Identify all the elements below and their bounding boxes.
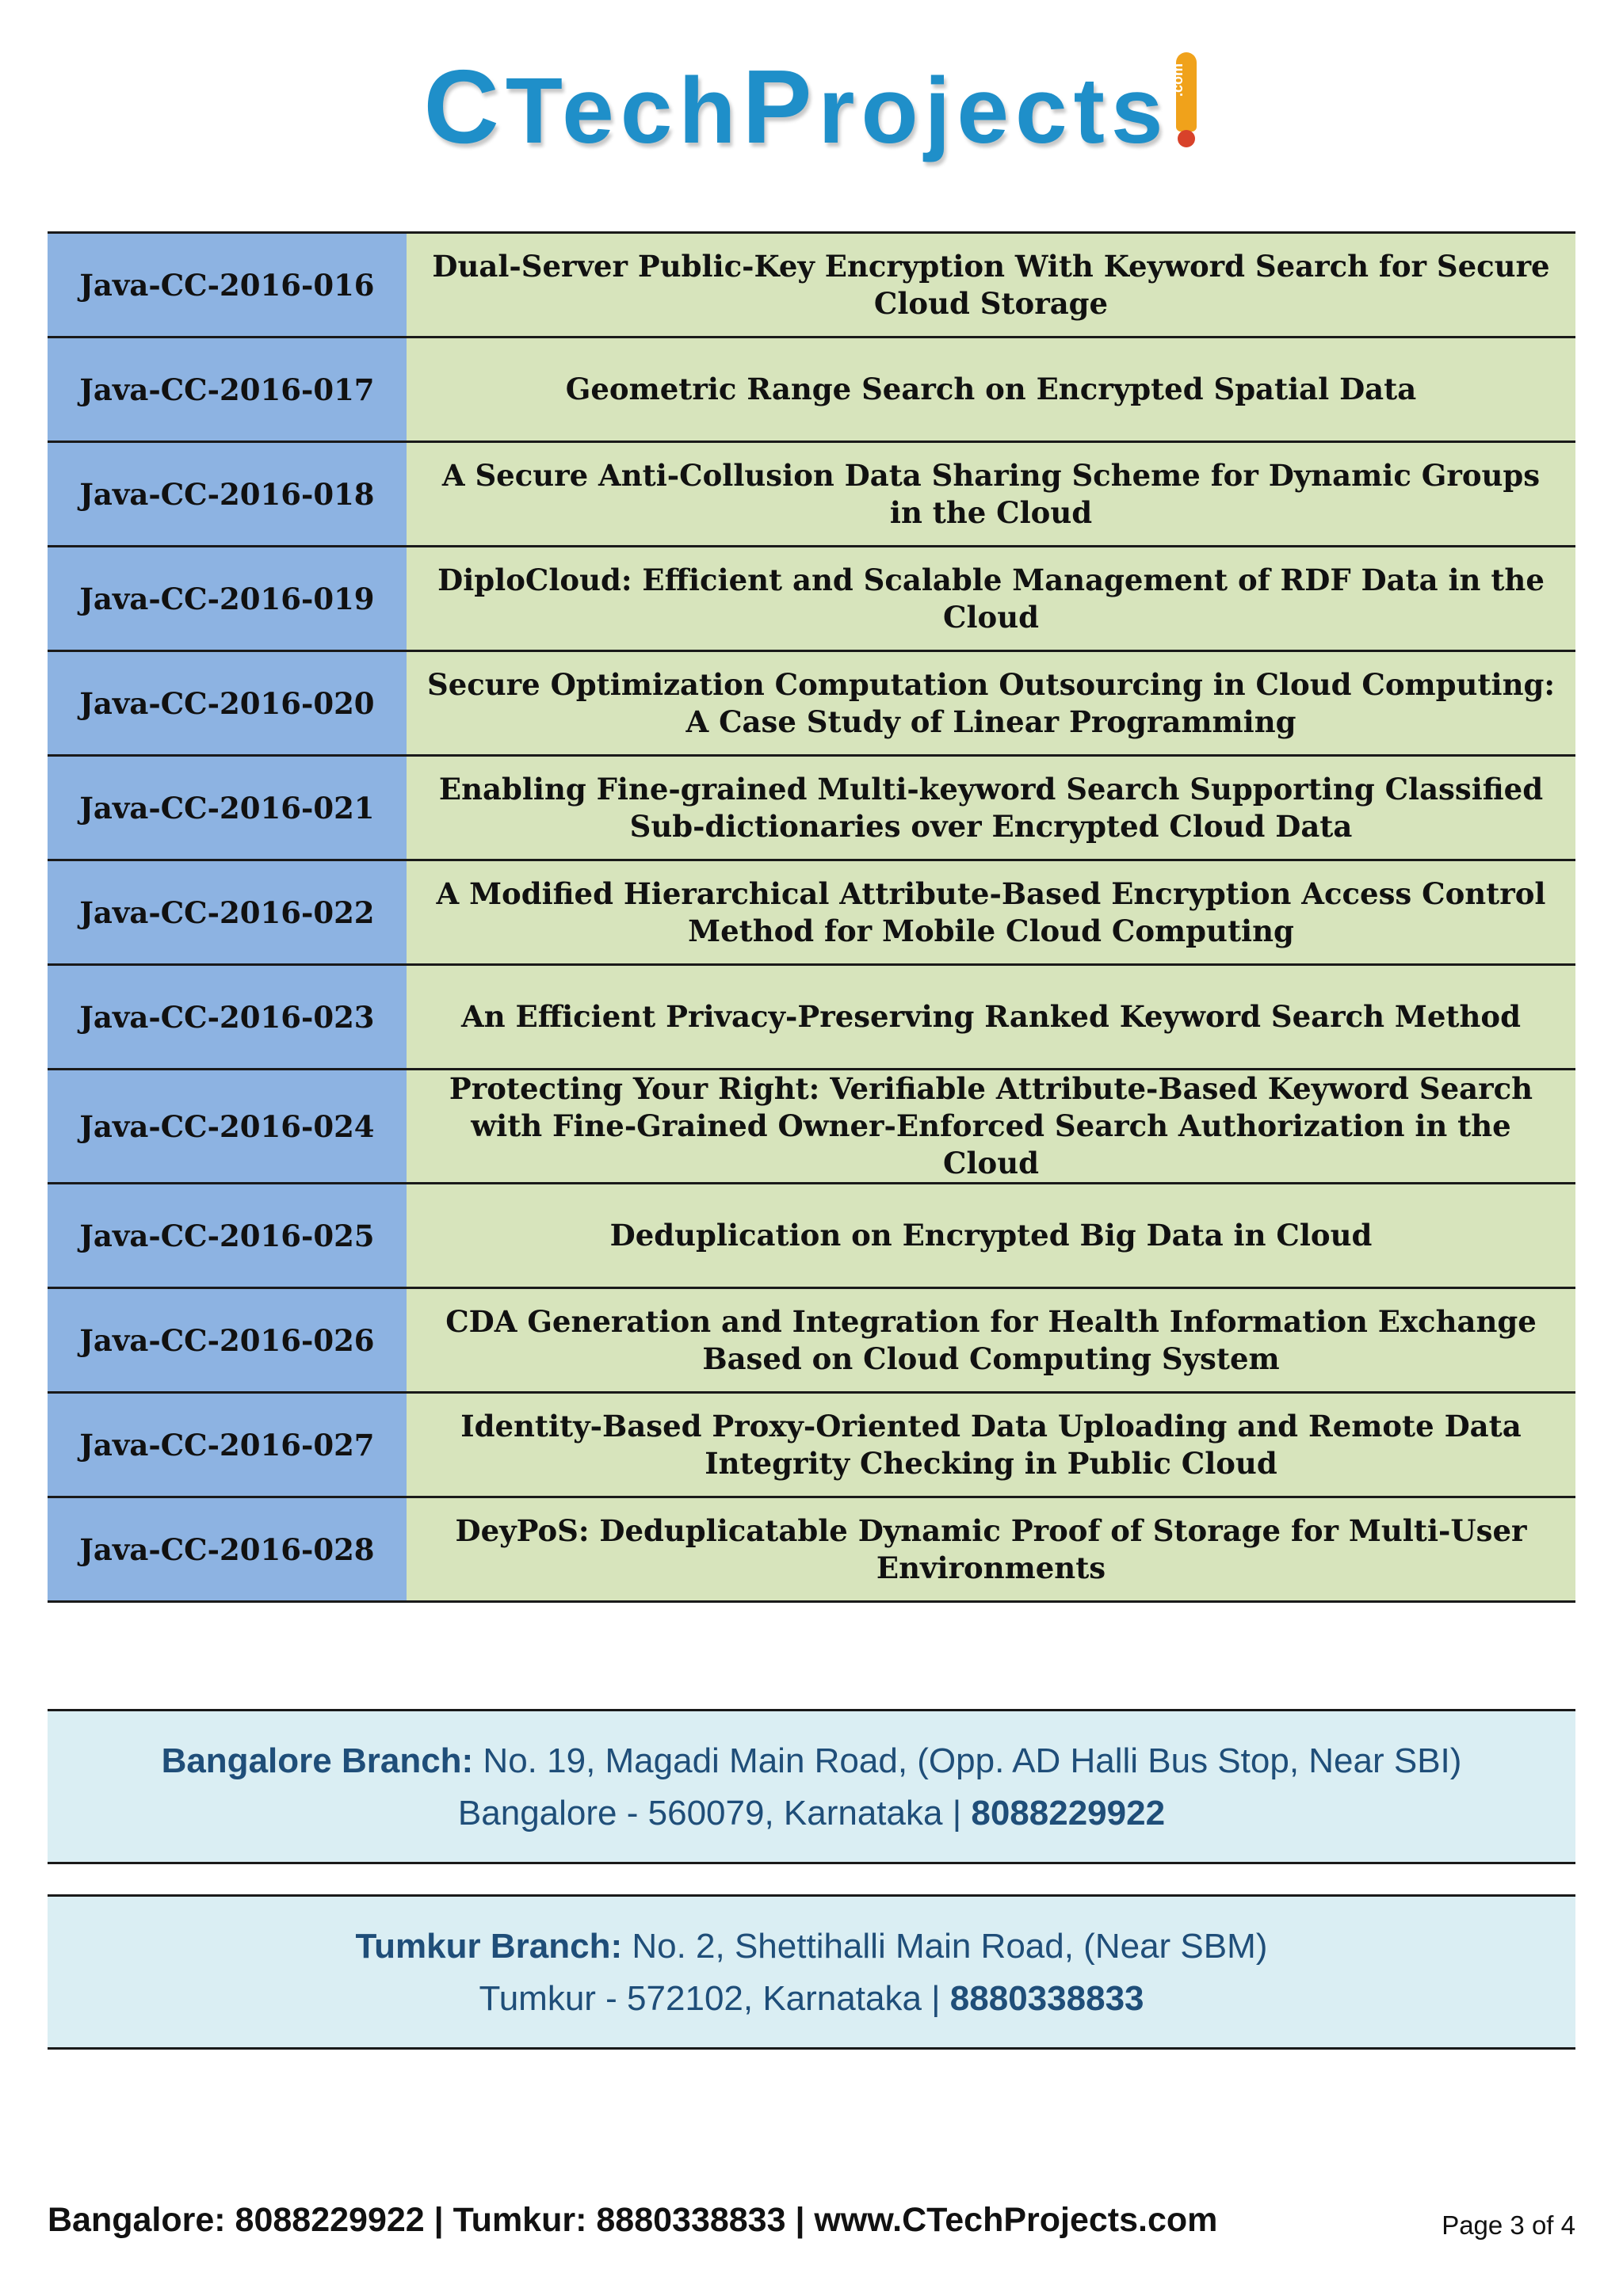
project-title-cell: DiploCloud: Efficient and Scalable Management of RDF Data in the Cloud: [407, 547, 1575, 651]
page-number: Page 3 of 4: [1442, 2210, 1575, 2240]
table-row: [48, 1393, 1575, 1497]
brand-logo: [0, 48, 1623, 166]
table-row: [48, 860, 1575, 965]
table-row: [48, 651, 1575, 756]
project-title-cell: Dual-Server Public-Key Encryption With Keyword Search for Secure Cloud Storage: [407, 233, 1575, 338]
bangalore-branch-box: [48, 1709, 1575, 1864]
table-row: [48, 756, 1575, 860]
project-code-cell: Java-CC-2016-026: [48, 1288, 407, 1393]
tumkur-branch-label: Tumkur Branch:: [355, 1927, 623, 1966]
project-title-cell: Protecting Your Right: Verifiable Attribute-Based Keyword Search with Fine-Grained Owner-Enforced Search Authorization in the Cloud: [407, 1070, 1575, 1184]
project-code-cell: Java-CC-2016-016: [48, 233, 407, 338]
project-code-cell: Java-CC-2016-018: [48, 442, 407, 547]
project-code-cell: Java-CC-2016-023: [48, 965, 407, 1070]
tumkur-branch-city: Tumkur - 572102, Karnataka |: [479, 1979, 950, 2018]
project-code-cell: Java-CC-2016-028: [48, 1497, 407, 1602]
tumkur-branch-line1: [48, 1920, 1575, 1973]
project-code-cell: Java-CC-2016-027: [48, 1393, 407, 1497]
table-row: [48, 1497, 1575, 1602]
project-title-cell: CDA Generation and Integration for Health Information Exchange Based on Cloud Computing System: [407, 1288, 1575, 1393]
table-row: [48, 338, 1575, 442]
project-code-cell: Java-CC-2016-021: [48, 756, 407, 860]
brand-logo-text: CTechProjects .com: [424, 48, 1200, 170]
table-row: [48, 442, 1575, 547]
tumkur-branch-line2: [48, 1973, 1575, 2025]
table-row: [48, 233, 1575, 338]
tumkur-branch-phone: 8880338833: [949, 1979, 1144, 2018]
bangalore-branch-line1: [48, 1735, 1575, 1787]
project-code-cell: Java-CC-2016-019: [48, 547, 407, 651]
project-title-cell: Geometric Range Search on Encrypted Spatial Data: [407, 338, 1575, 442]
project-title-cell: DeyPoS: Deduplicatable Dynamic Proof of Storage for Multi-User Environments: [407, 1497, 1575, 1602]
exclamation-mark-icon: [1169, 52, 1200, 147]
project-list-table: [48, 231, 1575, 1603]
project-code-cell: Java-CC-2016-024: [48, 1070, 407, 1184]
footer-contact: Bangalore: 8088229922 | Tumkur: 8880338833 | www.CTechProjects.com: [48, 2201, 1218, 2239]
tumkur-branch-address: No. 2, Shettihalli Main Road, (Near SBM): [622, 1927, 1268, 1966]
table-row: [48, 547, 1575, 651]
table-row: [48, 1184, 1575, 1288]
tumkur-branch-box: [48, 1894, 1575, 2050]
project-title-cell: Secure Optimization Computation Outsourcing in Cloud Computing: A Case Study of Linear Programming: [407, 651, 1575, 756]
table-row: [48, 1070, 1575, 1184]
project-code-cell: Java-CC-2016-022: [48, 860, 407, 965]
project-title-cell: An Efficient Privacy-Preserving Ranked Keyword Search Method: [407, 965, 1575, 1070]
project-code-cell: Java-CC-2016-017: [48, 338, 407, 442]
project-title-cell: A Modified Hierarchical Attribute-Based Encryption Access Control Method for Mobile Cloud Computing: [407, 860, 1575, 965]
project-title-cell: Deduplication on Encrypted Big Data in Cloud: [407, 1184, 1575, 1288]
bangalore-branch-phone: 8088229922: [971, 1794, 1166, 1833]
bangalore-branch-label: Bangalore Branch:: [161, 1741, 474, 1780]
project-title-cell: Identity-Based Proxy-Oriented Data Uploading and Remote Data Integrity Checking in Public Cloud: [407, 1393, 1575, 1497]
project-code-cell: Java-CC-2016-025: [48, 1184, 407, 1288]
project-title-cell: Enabling Fine-grained Multi-keyword Search Supporting Classified Sub-dictionaries over Encrypted Cloud Data: [407, 756, 1575, 860]
table-row: [48, 1288, 1575, 1393]
logo-com-badge: .com: [1169, 63, 1186, 97]
project-code-cell: Java-CC-2016-020: [48, 651, 407, 756]
table-row: [48, 965, 1575, 1070]
bangalore-branch-line2: [48, 1787, 1575, 1840]
bangalore-branch-address: No. 19, Magadi Main Road, (Opp. AD Halli Bus Stop, Near SBI): [473, 1741, 1462, 1780]
project-title-cell: A Secure Anti-Collusion Data Sharing Scheme for Dynamic Groups in the Cloud: [407, 442, 1575, 547]
bangalore-branch-city: Bangalore - 560079, Karnataka |: [457, 1794, 972, 1833]
